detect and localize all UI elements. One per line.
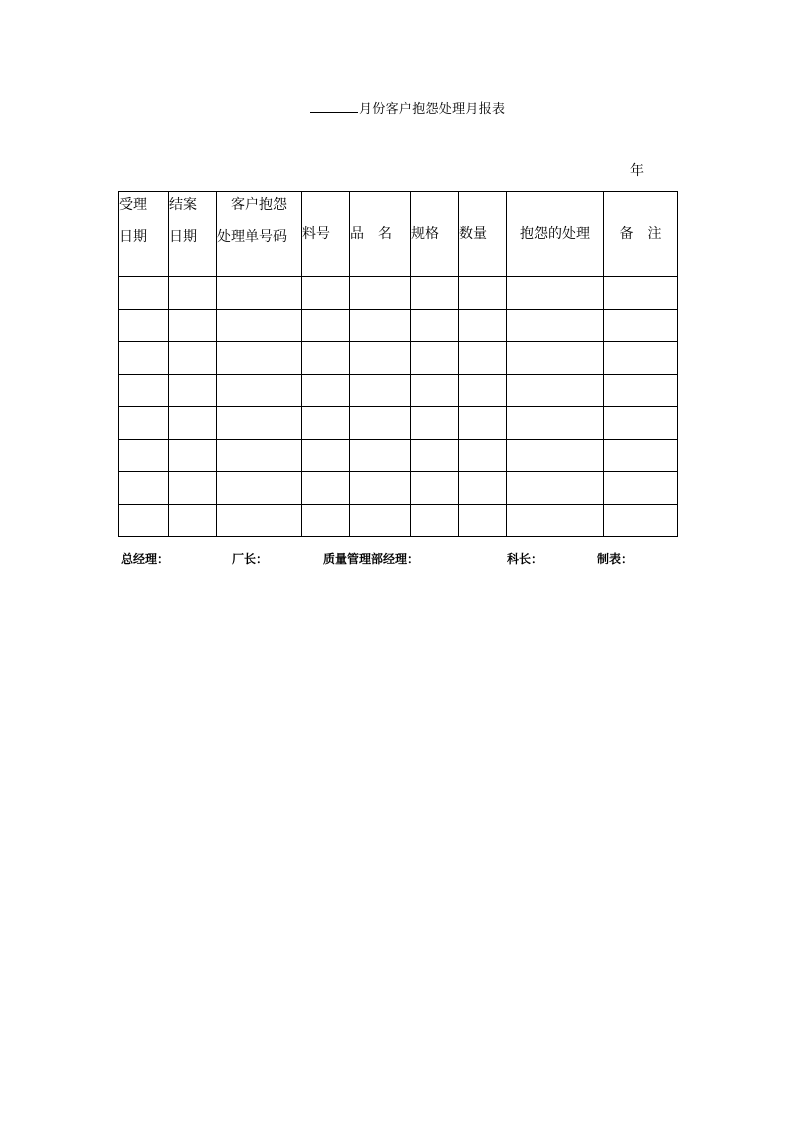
table-cell <box>302 277 350 310</box>
table-cell <box>411 309 459 342</box>
table-cell <box>411 407 459 440</box>
table-row <box>119 472 678 505</box>
complaint-report-table <box>118 191 678 537</box>
table-cell <box>350 504 411 537</box>
table-cell <box>169 504 217 537</box>
table-cell <box>411 277 459 310</box>
table-cell <box>217 439 302 472</box>
table-cell <box>217 342 302 375</box>
table-row <box>119 342 678 375</box>
table-header-row <box>119 192 678 277</box>
general-manager-signature: 总经理： <box>121 552 170 566</box>
table-cell <box>459 504 507 537</box>
header-complaint-handling: 抱怨的处理 <box>507 192 604 277</box>
table-cell <box>119 472 169 505</box>
table-row <box>119 407 678 440</box>
table-cell <box>302 374 350 407</box>
table-cell <box>507 342 604 375</box>
table-cell <box>350 277 411 310</box>
table-row <box>119 504 678 537</box>
header-product-name: 品 名 <box>350 192 411 277</box>
table-row <box>119 277 678 310</box>
table-cell <box>119 309 169 342</box>
header-spec: 规格 <box>411 192 459 277</box>
table-cell <box>302 407 350 440</box>
table-cell <box>604 439 678 472</box>
prepared-by-signature: 制表： <box>597 552 634 566</box>
report-title <box>310 98 505 117</box>
table-row <box>119 374 678 407</box>
header-close-date: 结案 日期 <box>169 192 217 277</box>
table-cell <box>169 374 217 407</box>
table-cell <box>350 342 411 375</box>
table-cell <box>302 504 350 537</box>
table-cell <box>411 439 459 472</box>
table-cell <box>604 407 678 440</box>
table-cell <box>350 309 411 342</box>
table-cell <box>604 342 678 375</box>
table-cell <box>507 472 604 505</box>
table-cell <box>604 374 678 407</box>
table-cell <box>169 439 217 472</box>
table-cell <box>604 504 678 537</box>
table-cell <box>459 342 507 375</box>
table-cell <box>604 277 678 310</box>
table-cell <box>459 472 507 505</box>
table-cell <box>119 342 169 375</box>
table-cell <box>217 472 302 505</box>
table-cell <box>350 374 411 407</box>
table-cell <box>604 309 678 342</box>
header-part-number: 料号 <box>302 192 350 277</box>
table-cell <box>169 309 217 342</box>
report-title-text: 月份客户抱怨处理月报表 <box>359 102 506 117</box>
table-cell <box>169 277 217 310</box>
factory-director-signature: 厂长： <box>232 552 269 566</box>
table-cell <box>217 309 302 342</box>
table-cell <box>302 472 350 505</box>
table-cell <box>459 407 507 440</box>
table-cell <box>507 504 604 537</box>
table-cell <box>119 277 169 310</box>
table-cell <box>507 374 604 407</box>
table-cell <box>507 439 604 472</box>
table-cell <box>507 309 604 342</box>
section-chief-signature: 科长： <box>507 552 544 566</box>
table-cell <box>169 342 217 375</box>
table-cell <box>217 504 302 537</box>
year-label: 年 <box>630 163 644 179</box>
header-remarks: 备 注 <box>604 192 678 277</box>
table-cell <box>302 342 350 375</box>
table-cell <box>507 407 604 440</box>
table-cell <box>459 439 507 472</box>
header-accept-date: 受理 日期 <box>119 192 169 277</box>
table-row <box>119 439 678 472</box>
table-cell <box>350 407 411 440</box>
table-cell <box>119 374 169 407</box>
table-cell <box>411 374 459 407</box>
table-cell <box>169 472 217 505</box>
table-cell <box>459 374 507 407</box>
header-complaint-number: 客户抱怨 处理单号码 <box>217 192 302 277</box>
month-blank-line <box>310 101 358 113</box>
table-cell <box>119 407 169 440</box>
table-cell <box>169 407 217 440</box>
table-cell <box>459 309 507 342</box>
table-cell <box>217 407 302 440</box>
quality-manager-signature: 质量管理部经理： <box>323 552 420 566</box>
table-cell <box>119 504 169 537</box>
table-cell <box>507 277 604 310</box>
table-cell <box>217 277 302 310</box>
table-cell <box>119 439 169 472</box>
table-cell <box>459 277 507 310</box>
header-quantity: 数量 <box>459 192 507 277</box>
table-cell <box>604 472 678 505</box>
table-row <box>119 309 678 342</box>
table-cell <box>411 504 459 537</box>
table-cell <box>411 472 459 505</box>
table-cell <box>411 342 459 375</box>
table-cell <box>302 439 350 472</box>
table-cell <box>350 472 411 505</box>
table-cell <box>217 374 302 407</box>
table-cell <box>302 309 350 342</box>
table-cell <box>350 439 411 472</box>
